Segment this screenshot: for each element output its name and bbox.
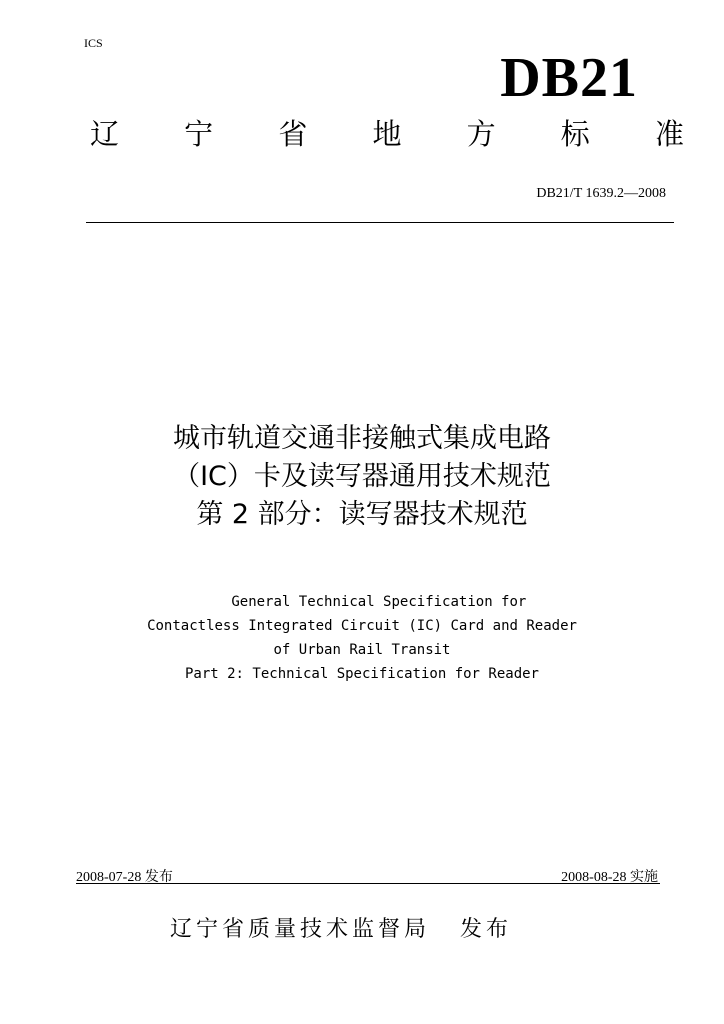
english-title-line: Part 2: Technical Specification for Reader (184, 666, 539, 682)
english-title (0, 590, 724, 686)
db-mark: DB21 (500, 47, 638, 109)
standard-type-char: 标 (560, 116, 590, 151)
standard-type-char: 宁 (184, 116, 214, 151)
english-title-line: General Technical Specification for (197, 594, 527, 610)
issuer-action: 发布 (460, 917, 513, 942)
chinese-title-line: （IC）卡及读写器通用技术规范 (173, 461, 551, 492)
english-title-line: of Urban Rail Transit (273, 642, 451, 658)
implementation-date: 2008-08-28 实施 (561, 870, 658, 885)
standard-type-char: 辽 (90, 116, 120, 151)
standard-type (90, 112, 684, 152)
chinese-title (0, 420, 724, 534)
issuer-name: 辽宁省质量技术监督局 (170, 917, 431, 942)
chinese-title-line: 第 2 部分：读写器技术规范 (196, 499, 528, 530)
ics-label: ICS (84, 36, 103, 50)
issue-date: 2008-07-28 发布 (76, 870, 173, 885)
english-title-line: Contactless Integrated Circuit (IC) Card and Reader (147, 618, 577, 634)
standard-type-char: 地 (372, 116, 402, 151)
top-divider (86, 222, 674, 223)
bottom-divider (76, 883, 660, 884)
standard-type-char: 方 (466, 116, 496, 151)
issuer (170, 912, 512, 943)
standard-type-char: 准 (654, 116, 684, 151)
chinese-title-line: 城市轨道交通非接触式集成电路 (173, 423, 551, 454)
standard-number: DB21/T 1639.2—2008 (536, 186, 666, 201)
standard-type-char: 省 (278, 116, 308, 151)
